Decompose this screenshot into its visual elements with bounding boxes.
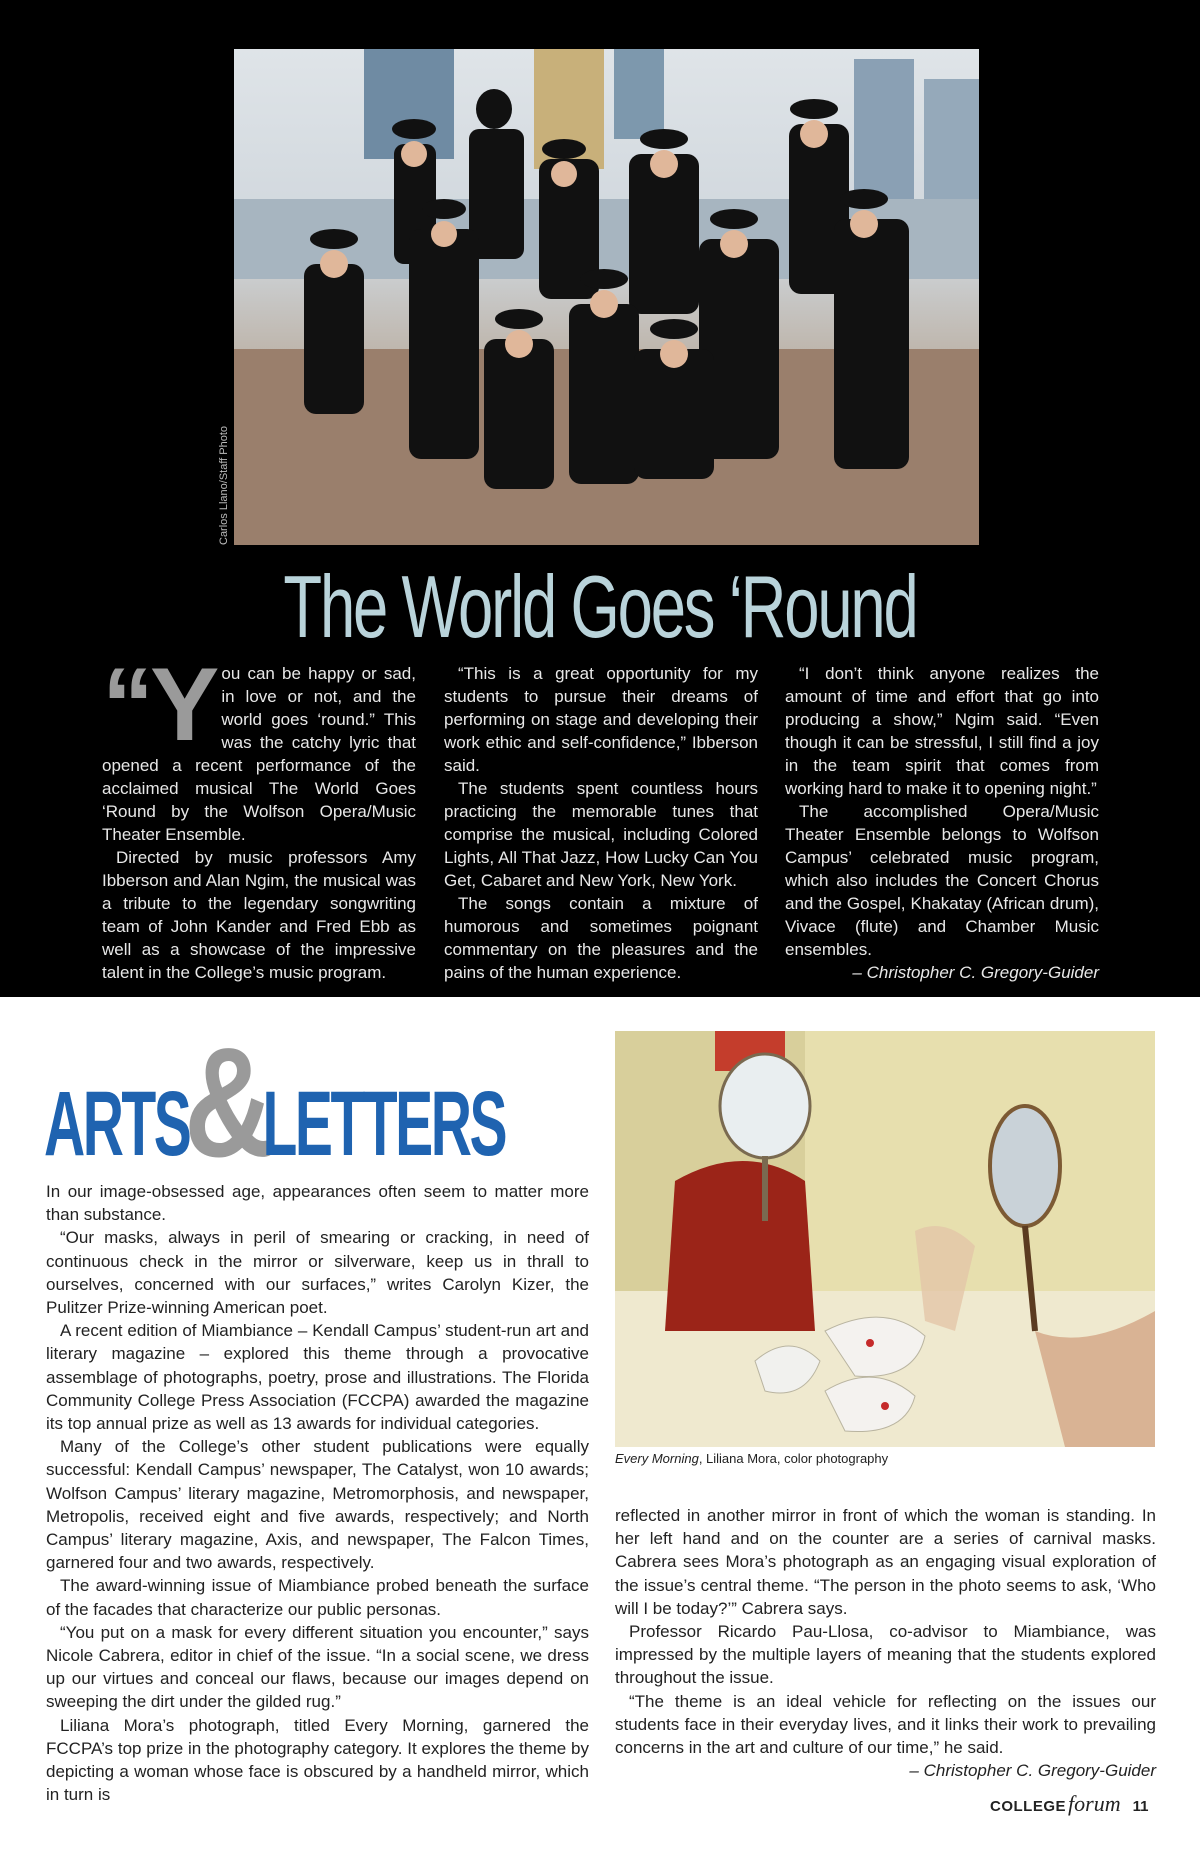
caption-title: Every Morning (615, 1451, 699, 1466)
paragraph: “I don’t think anyone realizes the amount of time and effort that go into producing a show,” Ngim said. “Even though it can be stressful, I still find a joy in the team spirit that comes from working hard to make it to opening night.” (785, 664, 1099, 798)
paragraph: reflected in another mirror in front of which the woman is standing. In her left hand and on the counter are a series of carnival masks. Cabrera sees Mora’s photograph as an engaging visual exploration of the issue’s central theme. “The person in the photo seems to ask, ‘Who will I be today?’” Cabrera says. (615, 1506, 1156, 1618)
section-heading (44, 1016, 506, 1190)
feature-column-3 (785, 662, 1099, 984)
author-signature: – Christopher C. Gregory-Guider (852, 963, 1099, 982)
paragraph: The accomplished Opera/Music Theater Ensemble belongs to Wolfson Campus’ celebrated music program, which also includes the Concert Chorus and the Gospel, Khakatay (African drum), Vivace (flute) and Chamber Music ensembles. (785, 802, 1099, 959)
paragraph: Liliana Mora’s photograph, titled Every Morning, garnered the FCCPA’s top prize in the photography category. It explores the theme by depicting a woman whose face is obscured by a handheld mirror, which in turn is (46, 1715, 589, 1805)
author-signature: – Christopher C. Gregory-Guider (909, 1761, 1156, 1781)
photo-caption (615, 1451, 888, 1466)
article-column-2 (615, 1504, 1156, 1782)
feature-column-2 (444, 662, 758, 984)
paragraph: “You put on a mask for every different situation you encounter,” says Nicole Cabrera, editor in chief of the issue. “In a social scene, we dress up our virtues and conceal our flaws, because our images depend on sweeping the dirt under the gilded rug.” (46, 1622, 589, 1712)
paragraph: ou can be happy or sad, in love or not, and the world goes ‘round.” This was the catchy lyric that opened a recent performance of the acclaimed musical The World Goes ‘Round by the Wolfson Opera/Music Theater Ensemble. (102, 664, 416, 844)
page-footer (990, 1791, 1148, 1815)
footer-brand-script: forum (1068, 1791, 1121, 1816)
paragraph: Many of the College’s other student publications were equally successful: Kendall Campus’ newspaper, The Catalyst, won 10 awards; Wolfson Campus’ literary magazine, Metromorphosis, and newspaper, Metropolis, received eight and five awards, respectively; and North Campus’ literary magazine, Axis, and newspaper, The Falcon Times, garnered four and two awards, respectively. (46, 1437, 589, 1573)
drop-cap: “Y (102, 647, 216, 763)
footer-brand: COLLEGE (990, 1798, 1067, 1815)
paragraph: In our image-obsessed age, appearances often seem to matter more than substance. (46, 1182, 589, 1225)
article-column-1 (46, 1180, 589, 1806)
heading-text (44, 1074, 505, 1174)
cast-photo (234, 49, 979, 545)
paragraph: The students spent countless hours practicing the memorable tunes that comprise the musical, including Colored Lights, All That Jazz, How Lucky Can You Get, Cabaret and New York, New York. (444, 779, 758, 890)
feature-title: The World Goes ‘Round (283, 557, 917, 656)
paragraph: “The theme is an ideal vehicle for reflecting on the issues our students face in their everyday lives, and it links their work to prevailing concerns in the art and culture of our time,” he said. (615, 1691, 1156, 1758)
every-morning-photo (615, 1031, 1155, 1447)
ampersand: & (184, 1016, 275, 1190)
heading-arts: ARTS (44, 1073, 190, 1175)
paragraph: Directed by music professors Amy Ibberson and Alan Ngim, the musical was a tribute to the legendary songwriting team of John Kander and Fred Ebb as well as a showcase of the impressive talent in the College’s music program. (102, 848, 416, 982)
photo-credit: Carlos Llano/Staff Photo (218, 425, 230, 545)
paragraph: The songs contain a mixture of humorous and sometimes poignant commentary on the pleasures and the pains of the human experience. (444, 894, 758, 982)
caption-text: , Liliana Mora, color photography (698, 1451, 889, 1466)
paragraph: “Our masks, always in peril of smearing or cracking, in need of continuous check in the mirror or silverware, keep us in thrall to ourselves, concerned with our surfaces,” writes Carolyn Kizer, the Pulitzer Prize-winning American poet. (46, 1228, 589, 1318)
paragraph: A recent edition of Miambiance – Kendall Campus’ student-run art and literary magazine – explored this theme through a provocative assemblage of photographs, poetry, prose and illustrations. The Florida Community College Press Association (FCCPA) awarded the magazine its top annual prize as well as 13 awards for individual categories. (46, 1321, 589, 1434)
heading-letters: LETTERS (262, 1073, 506, 1175)
paragraph: Professor Ricardo Pau-Llosa, co-advisor to Miambiance, was impressed by the multiple layers of meaning that the students explored throughout the issue. (615, 1622, 1156, 1688)
feature-column-1 (102, 647, 416, 984)
page-number: 11 (1132, 1798, 1149, 1815)
paragraph: “This is a great opportunity for my students to pursue their dreams of performing on stage and developing their work ethic and self-confidence,” Ibberson said. (444, 664, 758, 775)
paragraph: The award-winning issue of Miambiance probed beneath the surface of the facades that characterize our public personas. (46, 1576, 589, 1619)
